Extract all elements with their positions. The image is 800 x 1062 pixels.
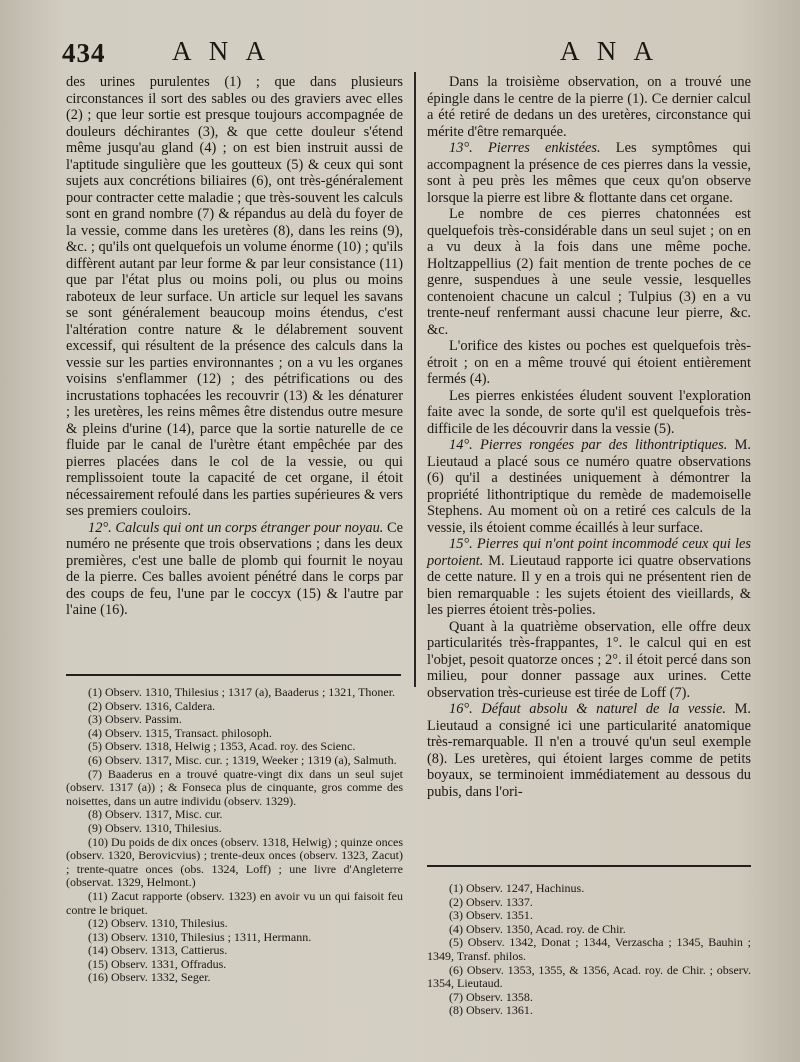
footnote: (6) Observ. 1353, 1355, & 1356, Acad. roy. de Chir. ; observ. 1354, Lieutaud.: [427, 962, 751, 991]
footnote: (1) Observ. 1310, Thilesius ; 1317 (a), Baaderus ; 1321, Thoner.: [88, 685, 396, 699]
paragraph: Quant à la quatrième observation, elle offre deux particularités très-frappantes, 1°. le calcul qui en est l'objet, pesoit quatorze onces ; 2°. il étoit percé dans son milieu, pour donner passage aux urines. Cette observation très-curieuse est tirée de Loff (7).: [427, 618, 751, 701]
footnote-rule-left: [66, 674, 401, 676]
footnote: (10) Du poids de dix onces (observ. 1318, Helwig) ; quinze onces (observ. 1320, Berovicvius) ; trente-deux onces (observ. 1323, Zacut) ; trente-quatre onces (obs. 1324, Loff) ; une livre d'Angleterre (observat. 1329, Helmont.): [66, 834, 403, 890]
footnote: (11) Zacut rapporte (observ. 1323) en avoir vu un qui faisoit feu contre le briquet.: [66, 888, 403, 917]
footnote: (7) Observ. 1358.: [449, 989, 533, 1004]
section-13: [427, 140, 751, 206]
section-title: 13°. Pierres enkistées.: [449, 140, 601, 156]
paragraph: L'orifice des kistes ou poches est quelquefois très-étroit ; on en a même trouvé qui étoient entièrement fermés (4).: [427, 338, 751, 387]
section-title: 16°. Défaut absolu & naturel de la vessie.: [449, 701, 726, 717]
footnote: (5) Observ. 1318, Helwig ; 1353, Acad. roy. des Scienc.: [88, 739, 356, 754]
running-title-right: A N A: [560, 36, 660, 66]
footnote: (8) Observ. 1361.: [449, 1003, 533, 1018]
section-14: [427, 437, 751, 536]
running-title-left: A N A: [172, 36, 272, 66]
footnote: (1) Observ. 1247, Hachinus.: [449, 881, 585, 895]
footnote: (4) Observ. 1350, Acad. roy. de Chir.: [449, 921, 626, 936]
footnote: (7) Baaderus en a trouvé quatre-vingt dix dans un seul sujet (observ. 1317 (a)) ; & Fonseca plus de cinquante, gros comme des noisettes, dans un autre individu (observ. 1329).: [66, 766, 403, 808]
column-divider: [414, 72, 416, 687]
section-15: [427, 536, 751, 619]
section-title: 14°. Pierres rongées par des lithontriptiques.: [449, 437, 728, 453]
footnote: (4) Observ. 1315, Transact. philosoph.: [88, 725, 272, 740]
footnote: (6) Observ. 1317, Misc. cur. ; 1319, Weeker ; 1319 (a), Salmuth.: [88, 752, 397, 767]
footnote: (12) Observ. 1310, Thilesius.: [88, 916, 228, 931]
section-title: 12°. Calculs qui ont un corps étranger pour noyau.: [88, 519, 384, 536]
left-footnotes: [66, 686, 403, 985]
section-text: M. Lieutaud a placé sous ce numéro quatre observations (6) qu'il a destinées uniquement à démontrer la propriété lithontriptique du remède de mademoiselle Stephens. Au moment où on a retiré ces calculs de la vessie, ils étoient comme écaillés à leur surface.: [427, 437, 751, 536]
running-header: [62, 36, 760, 70]
section-text: Ce numéro ne présente que trois observations ; dans les deux premières, c'est une balle de plomb qui fournit le noyau de la pierre. Ces balles avoient pénétré dans le corps par des coups de feu, l'une par le coccyx (15) & l'autre par l'aine (16).: [66, 519, 404, 618]
page-number: 434: [62, 38, 106, 68]
footnote: (8) Observ. 1317, Misc. cur.: [88, 807, 223, 822]
section-title: 15°. Pierres qui n'ont point incommodé ceux qui les portoient.: [427, 536, 751, 569]
paragraph: Les pierres enkistées éludent souvent l'exploration faite avec la sonde, de sorte qu'il est quelquefois très-difficile de les découvrir dans la vessie (5).: [427, 387, 751, 437]
right-footnotes: [427, 882, 751, 1018]
left-column: [66, 74, 403, 619]
footnote: (13) Observ. 1310, Thilesius ; 1311, Hermann.: [88, 929, 312, 944]
section-12: [66, 520, 403, 619]
paragraph: Dans la troisième observation, on a trouvé une épingle dans le centre de la pierre (1). Ce dernier calcul a été retiré de dedans un des uretères, circonstance qui mérite d'être remarquée.: [427, 74, 751, 140]
right-column: [427, 74, 751, 800]
footnote-rule-right: [427, 865, 751, 867]
footnote: (15) Observ. 1331, Offradus.: [88, 956, 227, 971]
footnote: (2) Observ. 1337.: [449, 894, 533, 909]
footnote: (3) Observ. Passim.: [88, 712, 182, 727]
section-text: M. Lieutaud a consigné ici une particularité anatomique très-remarquable. Il n'en a trouvé qu'un seul exemple (8). Les uretères, qui étoient larges comme de petits boyaux, se terminoient immédiatement au dessous du pubis, dans l'ori-: [427, 701, 751, 800]
section-text: Les symptômes qui accompagnent la présence de ces pierres dans la vessie, sont à peu près les mêmes que ceux qu'on observe lorsque la pierre est libre & flottante dans cet organe.: [427, 140, 751, 206]
footnote: (2) Observ. 1316, Caldera.: [88, 698, 216, 713]
footnote: (9) Observ. 1310, Thilesius.: [88, 820, 222, 835]
footnote: (14) Observ. 1313, Cattierus.: [88, 943, 228, 958]
footnote: (5) Observ. 1342, Donat ; 1344, Verzascha ; 1345, Bauhin ; 1349, Transf. philos.: [427, 935, 751, 963]
section-16: [427, 701, 751, 800]
footnote: (16) Observ. 1332, Seger.: [88, 970, 211, 985]
paragraph: Le nombre de ces pierres chatonnées est quelquefois très-considérable dans un seul sujet ; on en a vu deux à la fois dans une même poche. Holtzappellius (2) fait mention de trente poches de ce genre, suspendues à une seule vessie, lesquelles contenoient chacune un calcul ; Tulpius (3) en a vu trente-neuf renfermant aussi chacune leur pierre, &c. &c.: [427, 206, 751, 338]
footnote: (3) Observ. 1351.: [449, 908, 533, 923]
section-text: M. Lieutaud rapporte ici quatre observations de cette nature. Il y en a trois qui ne présentent rien de bien remarquable : les sujets étoient des vieillards, & les pierres étoient très-polies.: [427, 552, 751, 618]
paragraph: des urines purulentes (1) ; que dans plusieurs circonstances il sort des sables ou des graviers avec elles (2) ; que leur sortie est presque toujours accompagnée de douleurs déchirantes (3), & que cette douleur s'étend même jusqu'au gland (4) ; on est bien instruit aussi de l'aptitude singulière que les goutteux (5) & ceux qui sont sujets aux concrétions biliaires (6), ont très-généralement pour contracter cette maladie ; que très-souvent les calculs sont en grand nombre (7) & répandus au delà du foyer de la vessie, comme dans les uretères (8), dans les reins (9), &c. ; qu'ils ont quelquefois un volume énorme (10) ; qu'ils diffèrent autant par leur forme & par leur consistance (11) que par l'état plus ou moins poli, ou plus ou moins raboteux de leur surface. Un article sur lequel les savans se sont généralement beaucoup moins étendus, c'est l'altération contre nature & le délabrement souvent excessif, qui résultent de la présence des calculs dans la vessie sur les parties environnantes ; on a vu les organes voisins s'enflammer (12) ; des pétrifications ou des incrustations tophacées les recouvrir (13) & les dénaturer ; les uretères, les reins mêmes être distendus outre mesure & pleins d'urine (14), parce que la sortie naturelle de ce fluide par le canal de l'urètre étant empêchée par des pierres placées dans le col de la vessie, ou qui remplissoient toute la capacité de cet organe, il étoit nécessairement refoulé dans les parties supérieures & vers ses premiers couloirs.: [66, 74, 403, 519]
